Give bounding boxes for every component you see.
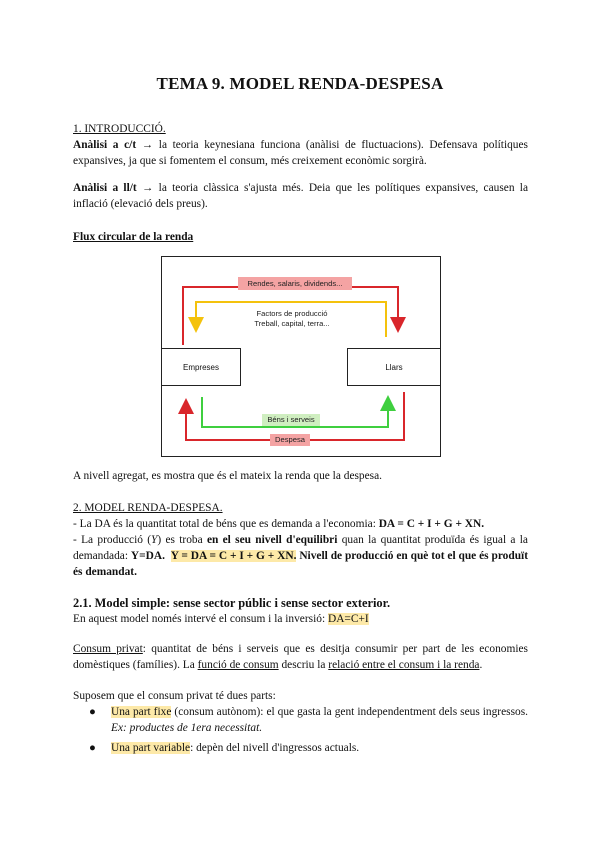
consum-privat-term: Consum privat — [73, 643, 143, 655]
eq-text-d: quan la quantitat produïda és igual a la demandada: — [73, 534, 528, 562]
llars-box: Llars — [347, 348, 441, 386]
circular-flow-diagram — [161, 256, 441, 457]
eq-y-da: Y=DA. — [130, 550, 165, 562]
eq-text-a: - La producció ( — [73, 534, 152, 546]
consum-privat-mid: descriu la — [278, 659, 329, 671]
goods-services-label: Béns i serveis — [262, 414, 320, 426]
short-term-label: Anàlisi a c/t — [73, 139, 137, 151]
flux-heading: Flux circular de la renda — [73, 231, 194, 243]
eq-bold: en el seu nivell d'equilibri — [206, 534, 338, 546]
equilibrium-paragraph — [73, 532, 528, 580]
short-term-text: → la teoria keynesiana funciona (anàlisi de fluctuacions). Defensava polítiques expansives, ja que si fomentem el consum, més creixement econòmic sorgirà. — [73, 139, 528, 167]
section-2-1-heading: 2.1. Model simple: sense sector públic i sense sector exterior. — [73, 596, 391, 610]
empreses-box: Empreses — [161, 348, 241, 386]
consum-privat-paragraph — [73, 641, 528, 673]
consumption-parts-list — [73, 704, 528, 756]
da-formula: DA = C + I + G + XN. — [378, 518, 485, 530]
simple-model-formula: DA=C+I — [327, 613, 369, 625]
list-item — [73, 704, 528, 736]
fixed-part-example: Ex: productes de 1era necessitat. — [111, 722, 263, 734]
fixed-part-text: (consum autònom): el que gasta la gent independentment dels seus ingressos. — [171, 706, 529, 718]
long-term-label: Anàlisi a ll/t — [73, 182, 137, 194]
paragraph-short-term — [73, 137, 528, 169]
section-2-heading: 2. MODEL RENDA-DESPESA. — [73, 502, 223, 514]
diagram-caption: A nivell agregat, es mostra que és el mateix la renda que la despesa. — [73, 470, 383, 482]
variable-part-text: : depèn del nivell d'ingressos actuals. — [190, 742, 360, 754]
consum-privat-end: . — [479, 659, 483, 671]
fixed-part-label: Una part fixe — [111, 706, 172, 718]
da-definition — [73, 516, 528, 532]
simple-model-text: En aquest model només intervé el consum i la inversió: — [73, 613, 328, 625]
factors-label — [244, 309, 340, 329]
income-label: Rendes, salaris, dividends... — [238, 277, 352, 290]
factors-line-1: Factors de producció — [256, 309, 328, 318]
section-1-heading: 1. INTRODUCCIÓ. — [73, 123, 166, 135]
paragraph-long-term — [73, 180, 528, 212]
page-title: TEMA 9. MODEL RENDA-DESPESA — [156, 74, 444, 93]
funcio-consum-term: funció de consum — [197, 659, 279, 671]
list-item — [73, 740, 528, 756]
eq-full-formula: Y = DA = C + I + G + XN. — [170, 550, 297, 562]
relacio-term: relació entre el consum i la renda — [328, 659, 480, 671]
factors-line-2: Treball, capital, terra... — [254, 319, 330, 328]
eq-conclusion: Nivell de producció en què tot el que és produït és demandat. — [73, 550, 528, 578]
spending-label: Despesa — [270, 434, 310, 446]
da-text: - La DA és la quantitat total de béns que es demanda a l'economia: — [73, 518, 379, 530]
variable-part-label: Una part variable — [111, 742, 191, 754]
simple-model-line — [73, 611, 528, 627]
bullet-icon: ● — [89, 742, 96, 754]
long-term-text: → la teoria clàssica s'ajusta més. Deia que les polítiques expansives, causen la inflació (elevació dels preus). — [73, 182, 528, 210]
bullet-icon: ● — [89, 706, 96, 718]
two-parts-intro: Suposem que el consum privat té dues parts: — [73, 690, 276, 702]
consum-privat-text: : quantitat de béns i serveis que es desitja consumir per part de les economies domèstiques (famílies). La — [73, 643, 528, 671]
eq-text-b: ) es troba — [157, 534, 207, 546]
eq-y: Y — [151, 534, 158, 546]
